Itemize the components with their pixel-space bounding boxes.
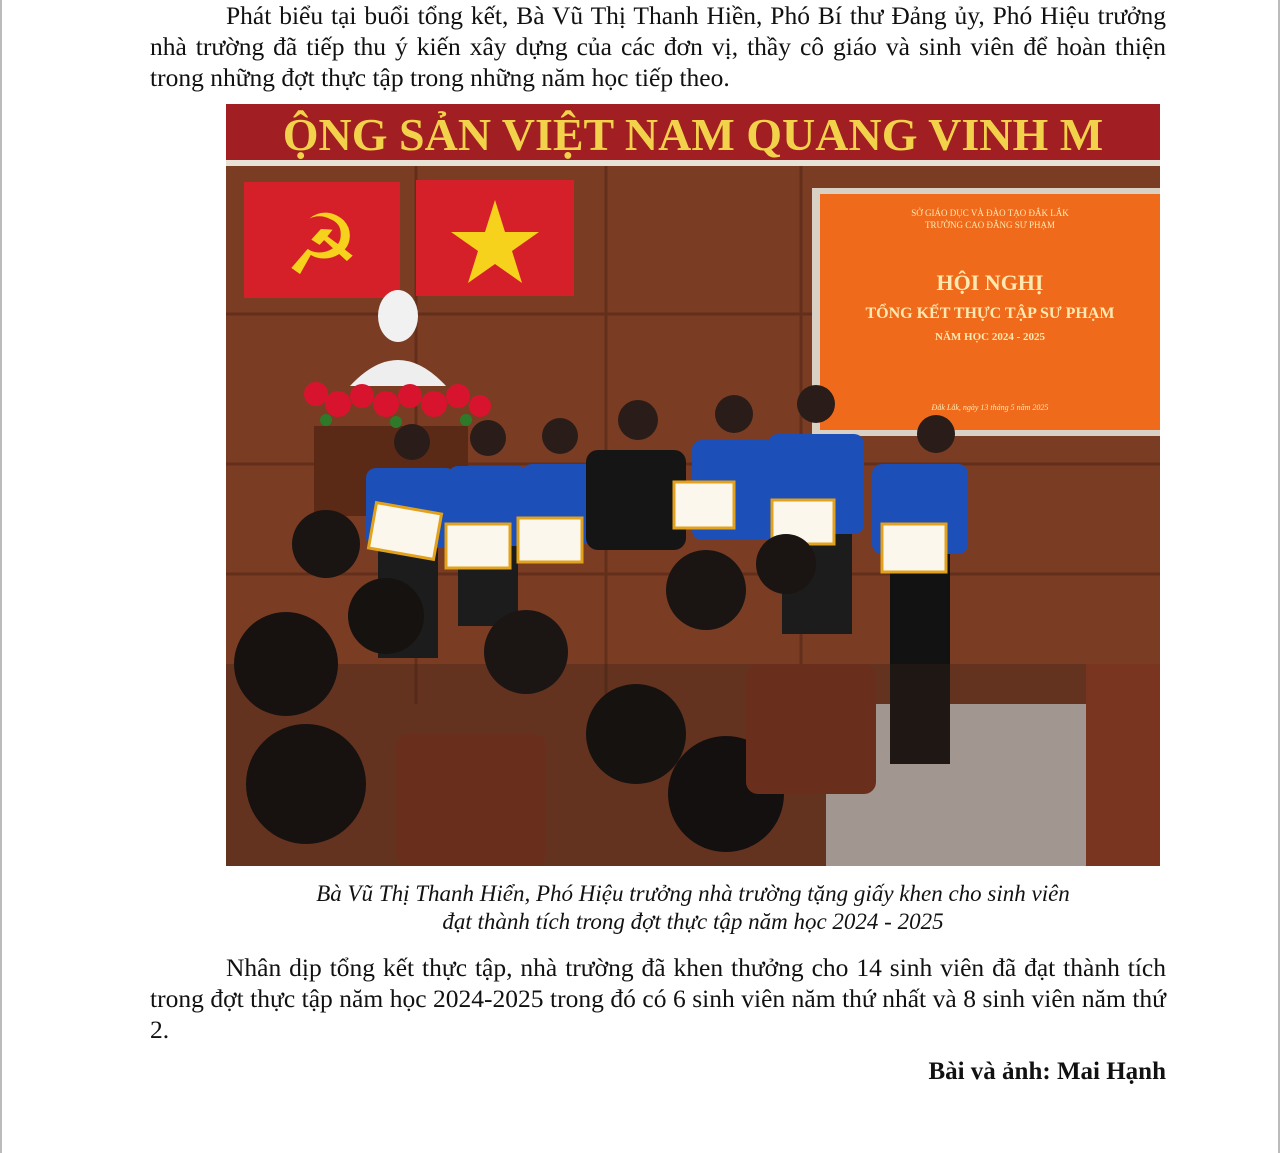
award-ceremony-photo [226,104,1160,866]
photo-illustration [226,104,1160,866]
photo-caption-line-1: Bà Vũ Thị Thanh Hiển, Phó Hiệu trưởng nhà trường tặng giấy khen cho sinh viên [316,881,1070,906]
screen-title: HỘI NGHỊ [936,270,1044,295]
screen-org-line-2: TRƯỜNG CAO ĐẲNG SƯ PHẠM [925,220,1055,230]
article-paragraph-2: Nhân dịp tổng kết thực tập, nhà trường đã khen thưởng cho 14 sinh viên đã đạt thành tích trong đợt thực tập năm học 2024-2025 trong đó có 6 sinh viên năm thứ nhất và 8 sinh viên năm thứ 2. [150,953,1166,1044]
page-edge-left [0,0,2,1153]
banner-text: ỘNG SẢN VIỆT NAM QUANG VINH M [282,109,1104,160]
screen-year: NĂM HỌC 2024 - 2025 [935,331,1045,343]
bust-statue [378,290,418,342]
screen-date: Đắk Lắk, ngày 13 tháng 5 năm 2025 [931,403,1049,412]
photo-caption-line-2: đạt thành tích trong đợt thực tập năm học 2024 - 2025 [442,909,944,934]
author-signature: Bài và ảnh: Mai Hạnh [928,1058,1166,1085]
screen-subtitle: TỔNG KẾT THỰC TẬP SƯ PHẠM [865,305,1115,322]
screen-org-line-1: SỞ GIÁO DỤC VÀ ĐÀO TẠO ĐẮK LẮK [911,208,1069,218]
hammer-sickle-icon: ☭ [284,200,360,293]
article-paragraph-1: Phát biểu tại buổi tổng kết, Bà Vũ Thị Thanh Hiền, Phó Bí thư Đảng ủy, Phó Hiệu trưởng nhà trường đã tiếp thu ý kiến xây dựng của các đơn vị, thầy cô giáo và sinh viên để hoàn thiện trong những đợt thực tập trong những năm học tiếp theo. [150,1,1166,92]
